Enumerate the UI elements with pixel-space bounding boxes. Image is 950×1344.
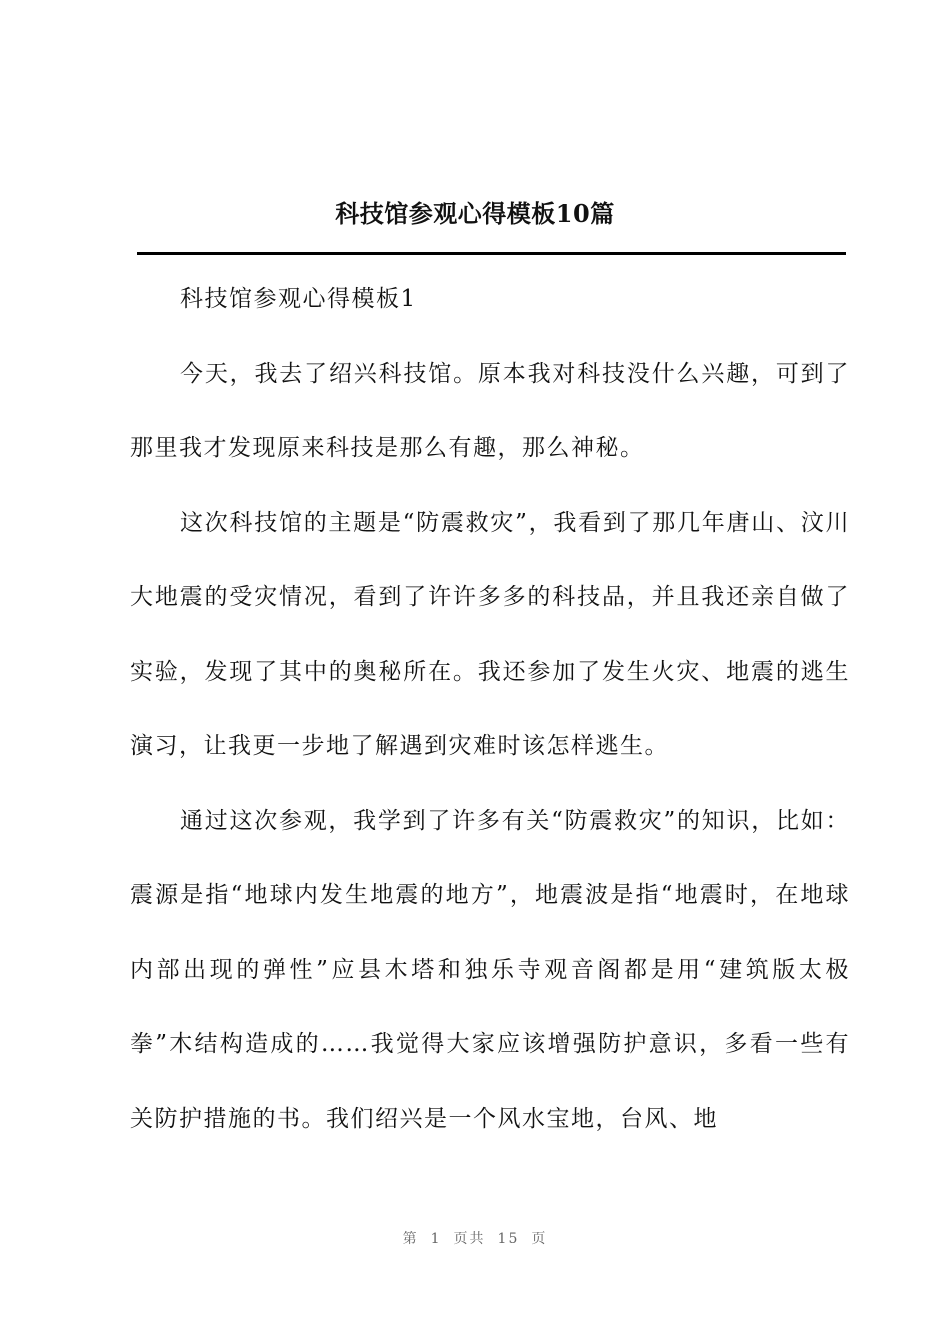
- document-title: 科技馆参观心得模板10篇: [335, 199, 615, 228]
- title-divider: [137, 252, 846, 255]
- footer-mid: 页共: [453, 1231, 486, 1247]
- paragraph: 今天，我去了绍兴科技馆。原本我对科技没什么兴趣，可到了那里我才发现原来科技是那么有趣，那么神秘。: [130, 360, 850, 461]
- footer-prefix: 第: [402, 1231, 419, 1247]
- paragraph: 这次科技馆的主题是“防震救灾”，我看到了那几年唐山、汶川大地震的受灾情况，看到了许许多多的科技品，并且我还亲自做了实验，发现了其中的奥秘所在。我还参加了发生火灾、地震的逃生演习，让我更一步地了解遇到灾难时该怎样逃生。: [130, 509, 850, 759]
- document-body: [130, 262, 850, 1156]
- section-heading: 科技馆参观心得模板1: [180, 286, 417, 312]
- page-footer: [0, 1228, 950, 1248]
- footer-page-number: 1: [430, 1231, 442, 1247]
- footer-suffix: 页: [531, 1231, 548, 1247]
- paragraph: 通过这次参观，我学到了许多有关“防震救灾”的知识，比如：震源是指“地球内发生地震的地方”，地震波是指“地震时，在地球内部出现的弹性”应县木塔和独乐寺观音阁都是用“建筑版太极拳”木结构造成的……我觉得大家应该增强防护意识，多看一些有关防护措施的书。我们绍兴是一个风水宝地，台风、地: [130, 807, 850, 1132]
- footer-total-pages: 15: [497, 1231, 520, 1247]
